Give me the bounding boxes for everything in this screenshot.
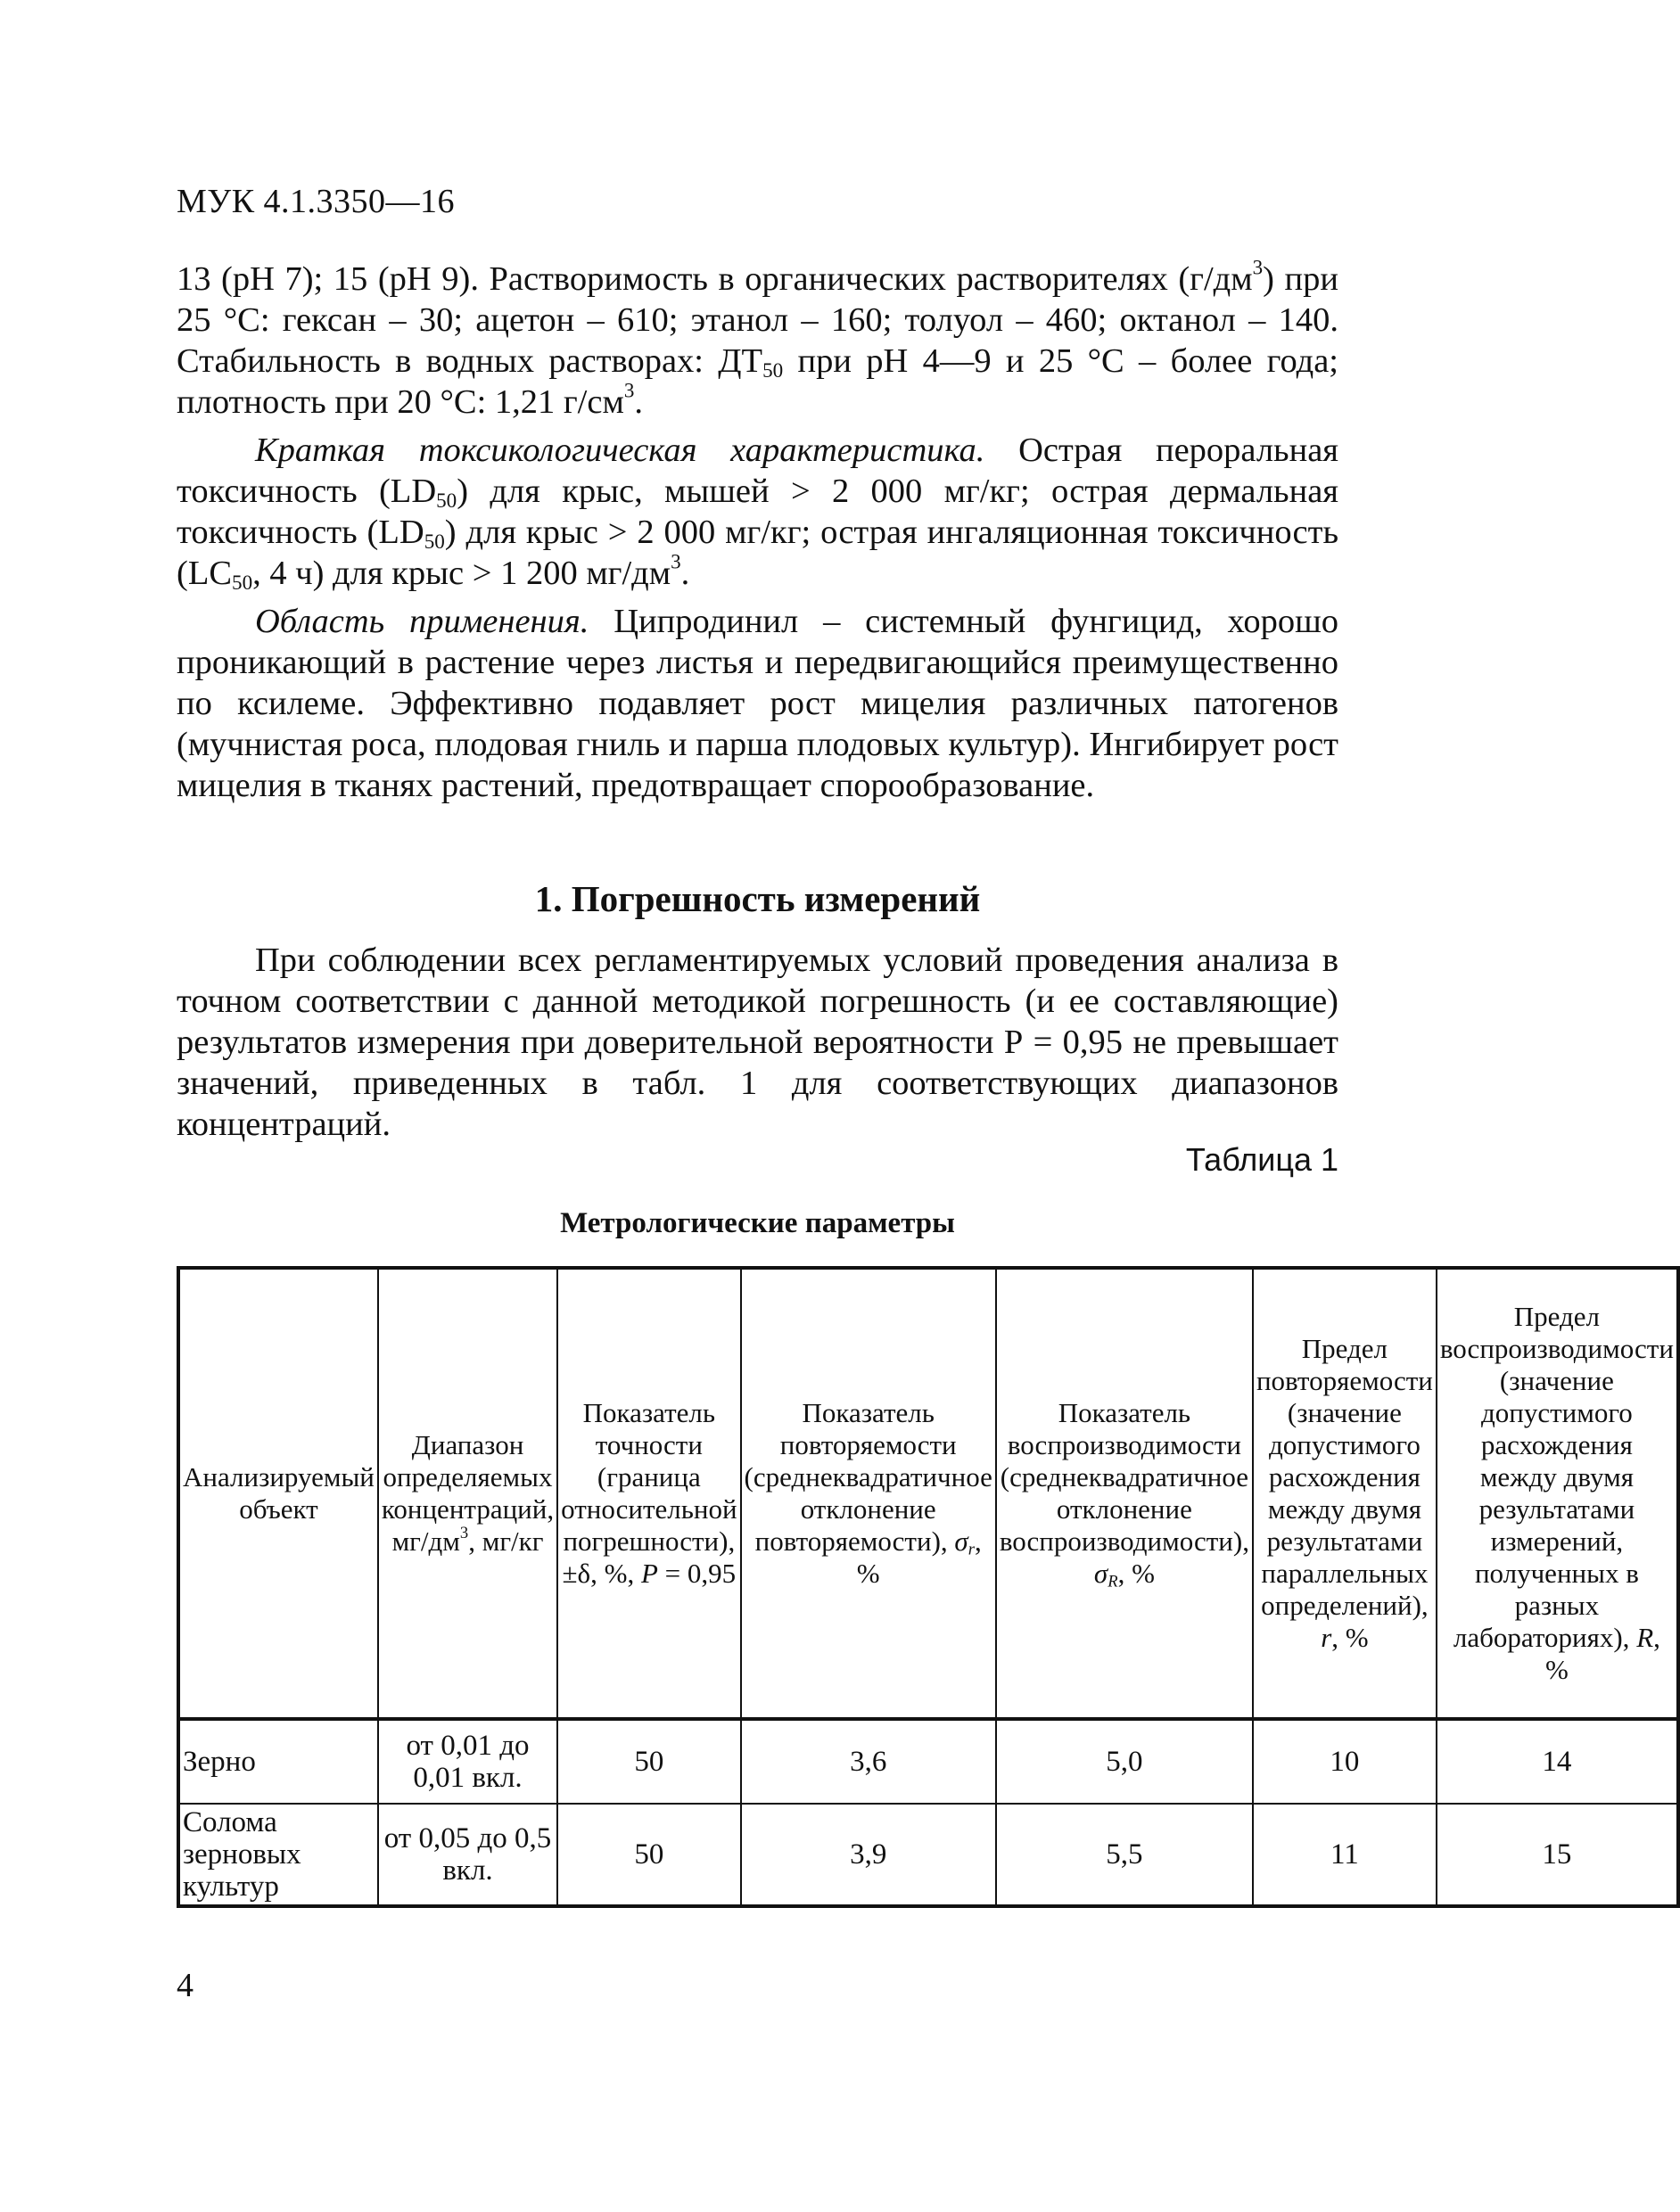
header-object: Анализируемый объект: [178, 1268, 378, 1719]
application-heading: Область применения.: [255, 603, 589, 640]
cell-R: 14: [1437, 1719, 1678, 1804]
metrology-table: [177, 1266, 1680, 1908]
header-repeatability: Показатель повторяемости (среднеквадратичное отклонение повторяемости), $\sigma_r$, %: [741, 1268, 996, 1719]
header-reproducibility-limit: Предел воспроизводимости (значение допустимого расхождения между двумя результатами измерений, полученных в разных лабораториях), R, %: [1437, 1268, 1678, 1719]
page-number: 4: [177, 1967, 194, 2004]
header-accuracy: Показатель точности (граница относительной погрешности), ±δ, %, Р = 0,95: [557, 1268, 740, 1719]
paragraph-solubility: 13 (рН 7); 15 (рН 9). Растворимость в органических растворителях $(г/дм^3)$ при 25 °С: гексан – 30; ацетон – 610; этанол – 160; толуол – 460; октанол – 140. Стабильность в водных растворах: $ДТ_{50}$ при рН 4—9 и 25 °С – более года; плотность при 20 °С: 1,21 $г/см^3$.: [177, 255, 1338, 421]
cell-r: 11: [1253, 1804, 1437, 1906]
cell-object: Солома зерновых культур: [178, 1804, 378, 1906]
toxicology-heading: Краткая токсикологическая характеристика.: [255, 432, 985, 469]
header-repeatability-limit: Предел повторяемости (значение допустимого расхождения между двумя результатами параллельных определений), r, %: [1253, 1268, 1437, 1719]
cell-sigma-R: 5,5: [996, 1804, 1253, 1906]
table-row: [178, 1719, 1678, 1804]
table-label: Таблица 1: [1185, 1141, 1338, 1178]
section-title: 1. Погрешность измерений: [534, 878, 981, 919]
intro-text: [177, 255, 1339, 813]
cell-sigma-r: 3,6: [741, 1719, 996, 1804]
section-text: [177, 940, 1338, 1152]
paragraph-application: Область применения. Ципродинил – системный фунгицид, хорошо проникающий в растение через листья и передвигающийся преимущественно по ксилеме. Эффективно подавляет рост мицелия различных патогенов (мучнистая роса, плодовая гниль и парша плодовых культур). Ингибирует рост мицелия в тканях растений, предотвращает спорообразование.: [177, 603, 1338, 804]
cell-sigma-r: 3,9: [741, 1804, 996, 1906]
header-reproducibility: Показатель воспроизводимости (среднеквадратичное отклонение воспроизводимости), $\sigma_R$, %: [996, 1268, 1253, 1719]
cell-range: от 0,01 до 0,01 вкл.: [378, 1719, 557, 1804]
table-row: [178, 1804, 1678, 1906]
cell-r: 10: [1253, 1719, 1437, 1804]
paragraph-measurement-error: При соблюдении всех регламентируемых условий проведения анализа в точном соответствии с данной методикой погрешность (и ее составляющие) результатов измерения при доверительной вероятности Р = 0,95 не превышает значений, приведенных в табл. 1 для соответствующих диапазонов концентраций.: [177, 942, 1338, 1143]
cell-sigma-R: 5,0: [996, 1719, 1253, 1804]
paragraph-toxicology: Краткая токсикологическая характеристика. Острая пероральная токсичность $(LD_{50})$ для крыс, мышей > 2 000 мг/кг; острая дермальная токсичность $(LD_{50})$ для крыс > 2 000 мг/кг; острая ингаляционная токсичность ($LC_{50}$, 4 ч) для крыс > 1 200 $мг/дм^3$.: [177, 432, 1339, 594]
table-header-row: [178, 1268, 1678, 1719]
cell-R: 15: [1437, 1804, 1678, 1906]
cell-accuracy: 50: [557, 1804, 740, 1906]
cell-object: Зерно: [178, 1719, 378, 1804]
table-caption: Метрологические параметры: [560, 1207, 955, 1239]
document-code: МУК 4.1.3350—16: [177, 183, 456, 220]
cell-accuracy: 50: [557, 1719, 740, 1804]
header-range: Диапазон определяемых концентраций, $мг/дм^3$, мг/кг: [378, 1268, 557, 1719]
cell-range: от 0,05 до 0,5 вкл.: [378, 1804, 557, 1906]
